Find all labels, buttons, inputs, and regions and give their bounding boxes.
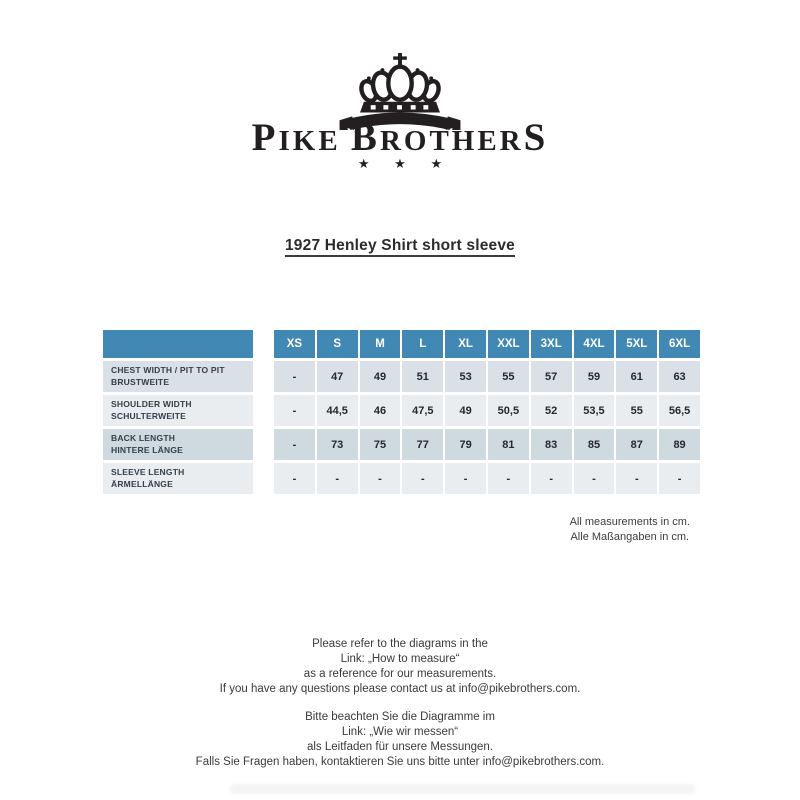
size-column-header: 3XL xyxy=(531,330,572,358)
size-value-cell: 55 xyxy=(488,361,529,392)
size-value-cell: 52 xyxy=(531,395,572,426)
brand-name: PIKE BROTHERS xyxy=(251,116,549,159)
size-value-cell: - xyxy=(402,463,443,494)
row-cells xyxy=(274,395,700,426)
size-value-cell: 75 xyxy=(360,429,401,460)
pike-brothers-logo xyxy=(0,52,800,172)
size-column-header: XXL xyxy=(488,330,529,358)
page-title xyxy=(0,237,800,255)
footer-en-line-1: Please refer to the diagrams in the xyxy=(312,638,488,650)
row-label xyxy=(103,361,253,392)
size-value-cell: - xyxy=(274,463,315,494)
size-value-cell: 77 xyxy=(402,429,443,460)
size-value-cell: 87 xyxy=(616,429,657,460)
size-value-cell: 73 xyxy=(317,429,358,460)
row-label xyxy=(103,463,253,494)
footer-en-line-4: If you have any questions please contact us at info@pikebrothers.com. xyxy=(219,683,581,695)
footer-de-line-4: Falls Sie Fragen haben, kontaktieren Sie uns bitte unter info@pikebrothers.com. xyxy=(195,756,605,768)
size-column-header: XS xyxy=(274,330,315,358)
row-label-de: HINTERE LÄNGE xyxy=(111,444,184,455)
size-value-cell: 49 xyxy=(360,361,401,392)
size-value-cell: - xyxy=(274,429,315,460)
size-value-cell: 89 xyxy=(659,429,700,460)
footer-en-line-3: as a reference for our measurements. xyxy=(303,668,497,680)
units-note-de: Alle Maßangaben in cm. xyxy=(570,531,690,543)
size-column-header: 5XL xyxy=(616,330,657,358)
row-label-de: SCHULTERWEITE xyxy=(111,410,187,421)
units-note-en: All measurements in cm. xyxy=(569,516,690,528)
row-label-en: SHOULDER WIDTH xyxy=(111,399,192,410)
row-label-en: CHEST WIDTH / PIT TO PIT xyxy=(111,365,225,376)
size-column-header: L xyxy=(402,330,443,358)
size-value-cell: 79 xyxy=(445,429,486,460)
size-table-body xyxy=(103,361,700,494)
size-value-cell: - xyxy=(360,463,401,494)
size-value-cell: 49 xyxy=(445,395,486,426)
table-row xyxy=(103,463,700,494)
size-value-cell: 56,5 xyxy=(659,395,700,426)
size-table xyxy=(103,330,700,497)
size-value-cell: 57 xyxy=(531,361,572,392)
size-value-cell: 50,5 xyxy=(488,395,529,426)
row-label-en: SLEEVE LENGTH xyxy=(111,467,185,478)
row-label-de: BRUSTWEITE xyxy=(111,376,170,387)
size-value-cell: - xyxy=(531,463,572,494)
footer-en-line-2: Link: „How to measure“ xyxy=(340,653,460,665)
size-column-header: M xyxy=(360,330,401,358)
contact-note-en xyxy=(0,637,800,697)
size-table-header-row xyxy=(103,330,700,358)
stars-decoration: ★ ★ ★ xyxy=(357,156,443,172)
size-column-header: S xyxy=(317,330,358,358)
size-value-cell: 59 xyxy=(574,361,615,392)
row-cells xyxy=(274,429,700,460)
size-value-cell: - xyxy=(445,463,486,494)
row-cells xyxy=(274,361,700,392)
size-value-cell: 47,5 xyxy=(402,395,443,426)
size-value-cell: - xyxy=(274,361,315,392)
size-value-cell: 63 xyxy=(659,361,700,392)
size-value-cell: - xyxy=(317,463,358,494)
row-label xyxy=(103,395,253,426)
size-value-cell: - xyxy=(488,463,529,494)
table-row xyxy=(103,395,700,426)
footer-de-line-2: Link: „Wie wir messen“ xyxy=(341,726,459,738)
row-cells xyxy=(274,463,700,494)
footer-de-line-1: Bitte beachten Sie die Diagramme im xyxy=(305,711,495,723)
size-value-cell: - xyxy=(659,463,700,494)
header-cells xyxy=(274,330,700,358)
size-value-cell: 85 xyxy=(574,429,615,460)
footer-de-line-3: als Leitfaden für unsere Messungen. xyxy=(306,741,494,753)
row-label-en: BACK LENGTH xyxy=(111,433,176,444)
size-value-cell: 51 xyxy=(402,361,443,392)
size-value-cell: 61 xyxy=(616,361,657,392)
size-value-cell: 53,5 xyxy=(574,395,615,426)
page-bottom-scan-shadow xyxy=(230,784,695,794)
row-label-de: ÄRMELLÄNGE xyxy=(111,478,173,489)
header-label-spacer xyxy=(103,330,253,358)
size-value-cell: - xyxy=(616,463,657,494)
page-title-text: 1927 Henley Shirt short sleeve xyxy=(285,237,515,257)
size-value-cell: 83 xyxy=(531,429,572,460)
size-value-cell: - xyxy=(574,463,615,494)
size-value-cell: 44,5 xyxy=(317,395,358,426)
table-row xyxy=(103,361,700,392)
contact-note-de xyxy=(0,710,800,770)
units-note xyxy=(570,515,690,545)
table-row xyxy=(103,429,700,460)
size-column-header: 4XL xyxy=(574,330,615,358)
size-value-cell: 53 xyxy=(445,361,486,392)
row-label xyxy=(103,429,253,460)
size-value-cell: 81 xyxy=(488,429,529,460)
size-value-cell: - xyxy=(274,395,315,426)
size-value-cell: 46 xyxy=(360,395,401,426)
size-value-cell: 55 xyxy=(616,395,657,426)
size-value-cell: 47 xyxy=(317,361,358,392)
size-column-header: 6XL xyxy=(659,330,700,358)
size-column-header: XL xyxy=(445,330,486,358)
